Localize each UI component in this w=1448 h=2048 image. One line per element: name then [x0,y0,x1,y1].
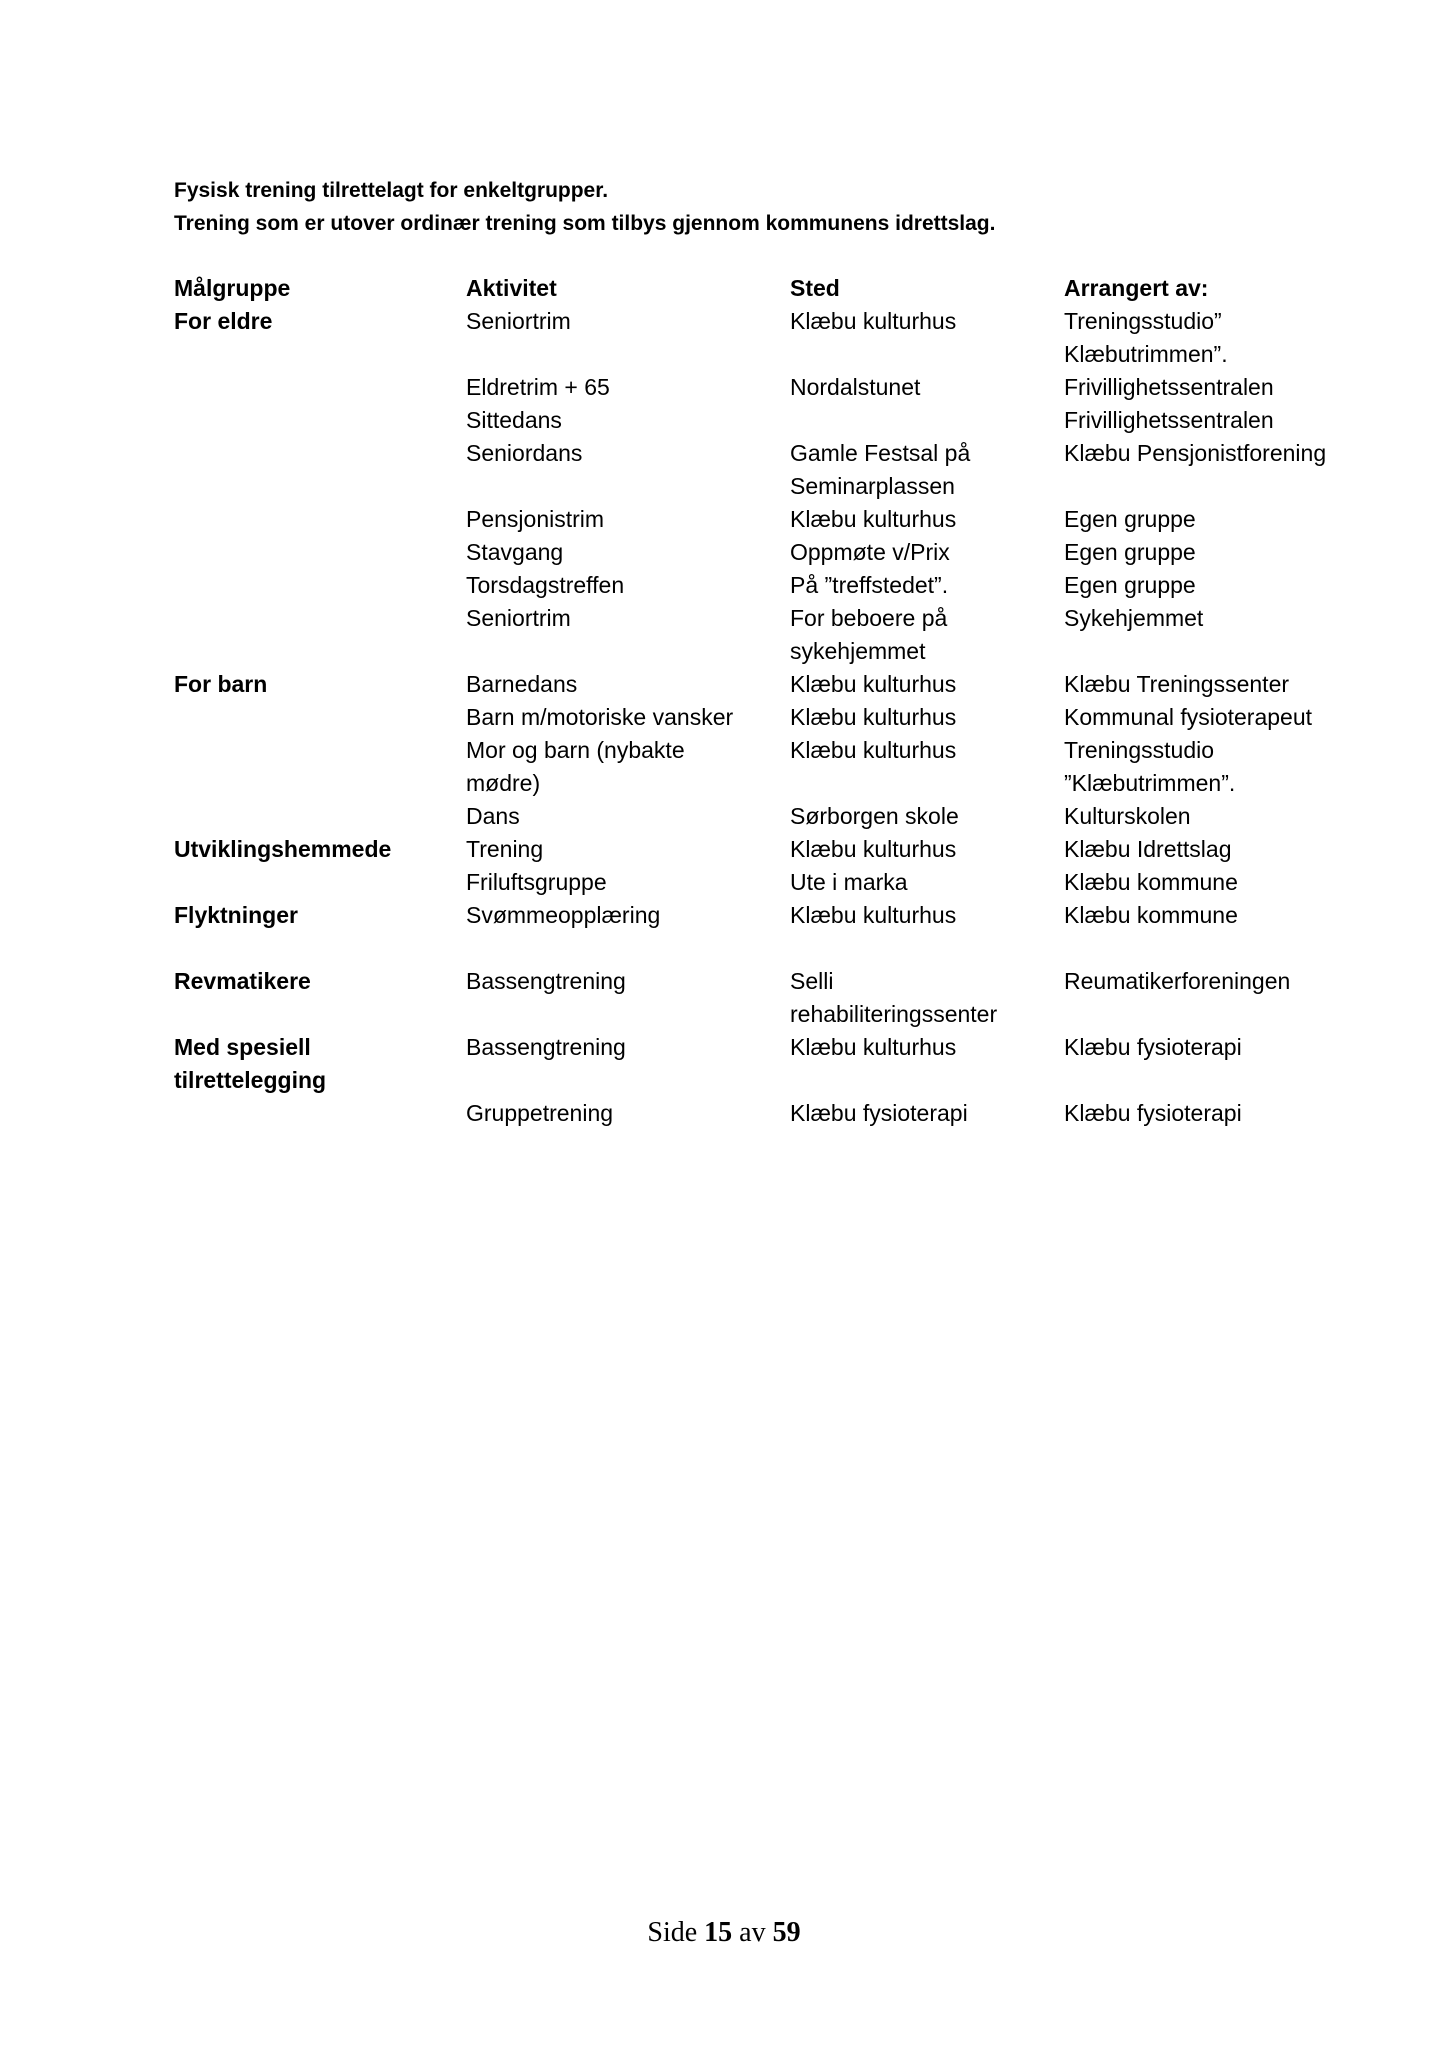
cell-activity: Pensjonistrim [466,506,605,532]
column-header-activity: Aktivitet [466,275,557,301]
table-row [174,899,1354,932]
footer-page-number: 15 [704,1917,733,1948]
cell-organizer: Klæbu kommune [1064,902,1238,928]
cell-place: Oppmøte v/Prix [790,539,950,565]
page-heading-line1: Fysisk trening tilrettelagt for enkeltgrupper. [174,179,609,202]
cell-organizer: Egen gruppe [1064,539,1196,565]
cell-organizer: Klæbu Pensjonistforening [1064,440,1327,466]
cell-place: Nordalstunet [790,374,921,400]
cell-place: På ”treffstedet”. [790,572,949,598]
cell-target-group: For barn [174,671,268,697]
cell-place: Klæbu fysioterapi [790,1100,968,1126]
activity-table [174,272,1354,1130]
cell-place: Klæbu kulturhus [790,506,957,532]
cell-target-group: For eldre [174,308,273,334]
table-row [174,734,1354,800]
table-row [174,1097,1354,1130]
cell-organizer: Klæbu fysioterapi [1064,1034,1242,1060]
cell-activity: Bassengtrening [466,968,626,994]
cell-activity: Mor og barn (nybakte mødre) [466,737,685,796]
cell-organizer: Reumatikerforeningen [1064,968,1291,994]
cell-target-group: Med spesiell tilrettelegging [174,1034,327,1093]
table-row [174,569,1354,602]
cell-activity: Torsdagstreffen [466,572,625,598]
cell-organizer: Klæbu Treningssenter [1064,671,1290,697]
cell-activity: Seniortrim [466,605,571,631]
cell-organizer: Kommunal fysioterapeut [1064,704,1313,730]
table-row [174,371,1354,437]
table-row [174,965,1354,1031]
cell-activity: Eldretrim + 65 Sittedans [466,374,610,433]
table-header-row [174,272,1354,305]
column-header-target-group: Målgruppe [174,275,291,301]
footer-prefix: Side [647,1917,698,1948]
page-footer [0,1917,1448,1949]
cell-place: Selli rehabiliteringssenter [790,968,998,1027]
cell-place: Klæbu kulturhus [790,1034,957,1060]
table-row [174,800,1354,833]
cell-activity: Dans [466,803,520,829]
cell-organizer: Kulturskolen [1064,803,1191,829]
cell-organizer: Treningsstudio ”Klæbutrimmen”. [1064,737,1236,796]
cell-place: Sørborgen skole [790,803,959,829]
cell-activity: Barn m/motoriske vansker [466,704,734,730]
footer-separator: av [739,1917,766,1948]
cell-activity: Seniordans [466,440,583,466]
cell-organizer: Sykehjemmet [1064,605,1204,631]
cell-organizer: Treningsstudio” Klæbutrimmen”. [1064,308,1228,367]
table-body [174,305,1354,1130]
cell-organizer: Frivillighetssentralen Frivillighetssentralen [1064,374,1274,433]
table-row [174,305,1354,371]
cell-target-group: Flyktninger [174,902,298,928]
table-row [174,932,1354,965]
cell-place: Gamle Festsal på Seminarplassen [790,440,971,499]
cell-activity: Gruppetrening [466,1100,614,1126]
cell-organizer: Egen gruppe [1064,506,1196,532]
table-row [174,536,1354,569]
cell-activity: Barnedans [466,671,578,697]
cell-organizer: Klæbu fysioterapi [1064,1100,1242,1126]
cell-place: Klæbu kulturhus [790,737,957,763]
cell-activity: Bassengtrening [466,1034,626,1060]
cell-place: Klæbu kulturhus [790,671,957,697]
cell-place: Klæbu kulturhus [790,902,957,928]
column-header-organizer: Arrangert av: [1064,275,1209,301]
cell-place: Klæbu kulturhus [790,704,957,730]
table-row [174,668,1354,701]
table-row [174,701,1354,734]
cell-activity: Stavgang [466,539,564,565]
table-row [174,833,1354,866]
cell-activity: Trening [466,836,544,862]
cell-place: Ute i marka [790,869,908,895]
table-row [174,437,1354,503]
column-header-place: Sted [790,275,840,301]
table-row [174,503,1354,536]
cell-target-group: Revmatikere [174,968,311,994]
cell-place: Klæbu kulturhus [790,836,957,862]
cell-activity: Friluftsgruppe [466,869,607,895]
cell-activity: Svømmeopplæring [466,902,661,928]
page-heading-line2: Trening som er utover ordinær trening som tilbys gjennom kommunens idrettslag. [174,212,996,235]
table-row [174,602,1354,668]
footer-page-total: 59 [772,1917,801,1948]
cell-place: Klæbu kulturhus [790,308,957,334]
table-row [174,866,1354,899]
cell-activity: Seniortrim [466,308,571,334]
cell-organizer: Klæbu kommune [1064,869,1238,895]
cell-organizer: Klæbu Idrettslag [1064,836,1232,862]
table-row [174,1031,1354,1097]
cell-target-group: Utviklingshemmede [174,836,392,862]
cell-organizer: Egen gruppe [1064,572,1196,598]
cell-place: For beboere på sykehjemmet [790,605,948,664]
